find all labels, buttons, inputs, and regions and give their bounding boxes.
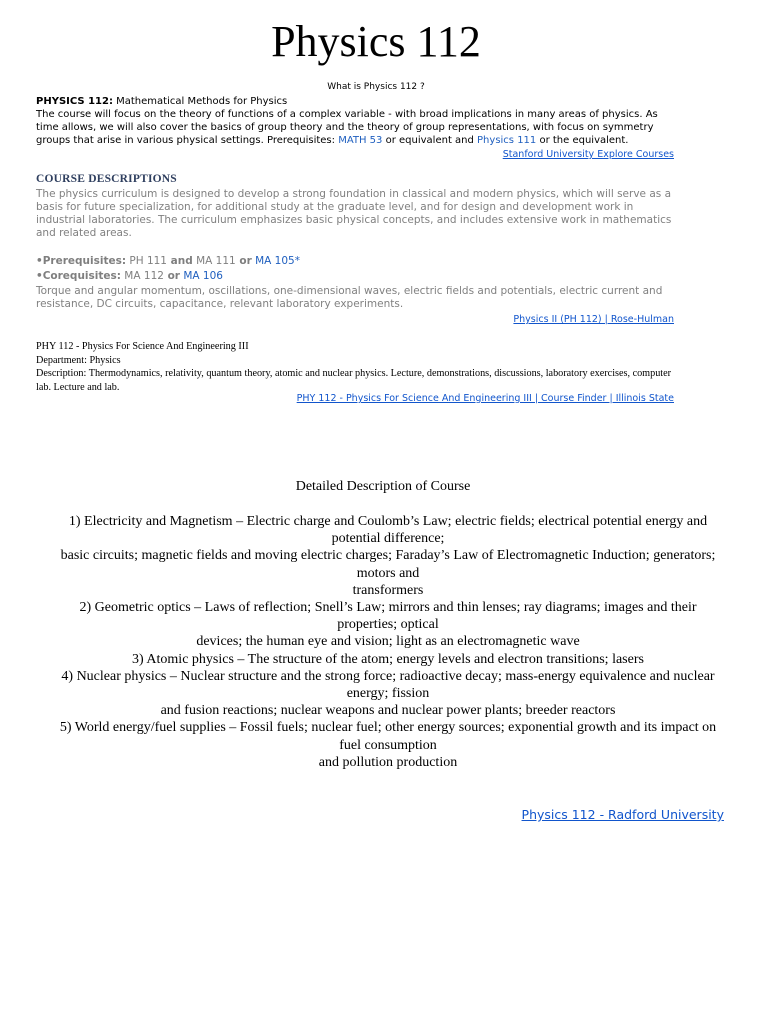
stanford-source-container xyxy=(36,149,674,160)
ma105-link[interactable]: MA 105* xyxy=(251,255,300,267)
coreq-or: or xyxy=(163,270,180,282)
course-descriptions-heading: COURSE DESCRIPTIONS xyxy=(36,173,177,185)
illinois-description: Description: Thermodynamics, relativity, quantum theory, atomic and nuclear physics. Lecture, demonstrations, discussions, laboratory exercises, computer lab. Lecture and lab. xyxy=(36,368,672,393)
illinois-source-link[interactable]: PHY 112 - Physics For Science And Engineering III | Course Finder | Illinois State xyxy=(296,393,674,404)
stanford-description xyxy=(36,95,676,147)
illinois-course-block xyxy=(36,340,676,394)
prereq-ph111: PH 111 xyxy=(126,255,167,267)
prerequisites-line xyxy=(36,255,300,267)
detailed-description-heading: Detailed Description of Course xyxy=(295,479,471,494)
ma106-link[interactable]: MA 106 xyxy=(180,270,223,282)
topic-line: 2) Geometric optics – Laws of reflection; Snell’s Law; mirrors and thin lenses; ray diagrams; images and their properties; optical xyxy=(79,600,697,633)
rose-hulman-source-container xyxy=(36,314,674,325)
math53-link[interactable]: MATH 53 xyxy=(338,135,383,146)
course-code-label: PHYSICS 112: xyxy=(36,96,113,107)
between-text: or equivalent and xyxy=(382,135,478,146)
topic-line: transformers xyxy=(352,582,424,598)
topic-line: 3) Atomic physics – The structure of the atom; energy levels and electron transitions; lasers xyxy=(132,651,644,667)
radford-source-container xyxy=(36,807,724,822)
prereq-ma111: MA 111 xyxy=(192,255,236,267)
rose-hulman-course-description: Torque and angular momentum, oscillations, one-dimensional waves, electric fields and potentials, electric current and resistance, DC circuits, capacitance, relevant laboratory experiments. xyxy=(36,285,663,310)
topic-line: 5) World energy/fuel supplies – Fossil fuels; nuclear fuel; other energy sources; exponential growth and its impact on fuel consumption xyxy=(59,720,717,753)
topic-line: 4) Nuclear physics – Nuclear structure and the strong force; radioactive decay; mass-energy equivalence and nuclear energy; fission xyxy=(61,668,715,702)
illinois-course-title: PHY 112 - Physics For Science And Engineering III xyxy=(36,341,249,352)
stanford-description-text: The course will focus on the theory of functions of a complex variable - with broad implications in many areas of physics. As time allows, we will also cover the basics of group theory and the theory of group representations, with focus on symmetry groups that arise in various physical settings. Prerequisites: xyxy=(36,109,658,146)
rose-hulman-source-link[interactable]: Physics II (PH 112) | Rose-Hulman xyxy=(513,314,674,325)
end-text: or the equivalent. xyxy=(536,135,629,146)
corequisites-label: •Corequisites: xyxy=(36,270,121,282)
physics111-link[interactable]: Physics 111 xyxy=(477,135,537,146)
stanford-source-link[interactable]: Stanford University Explore Courses xyxy=(502,149,674,160)
coreq-ma112: MA 112 xyxy=(120,270,164,282)
topic-line: and fusion reactions; nuclear weapons and nuclear power plants; breeder reactors xyxy=(160,703,616,719)
topic-line: basic circuits; magnetic fields and moving electric charges; Faraday’s Law of Electromagnetic Induction; generators; motors and xyxy=(60,548,716,581)
curriculum-description: The physics curriculum is designed to develop a strong foundation in classical and modern physics, which will serve as a basis for future specialization, for additional study at the graduate level, and for design and development work in industrial laboratories. The curriculum emphasizes basic physical concepts, and includes extensive work in mathematics and related areas. xyxy=(36,188,672,239)
question-text: What is Physics 112 ? xyxy=(327,82,425,92)
illinois-department: Department: Physics xyxy=(36,354,121,366)
prerequisites-label: •Prerequisites: xyxy=(36,255,127,267)
illinois-source-container xyxy=(36,393,674,404)
topics-list xyxy=(56,513,720,771)
page-title: Physics 112 xyxy=(271,17,481,66)
radford-source-link[interactable]: Physics 112 - Radford University xyxy=(521,807,724,822)
topic-line: devices; the human eye and vision; light as an electromagnetic wave xyxy=(196,634,580,650)
topic-line: 1) Electricity and Magnetism – Electric charge and Coulomb’s Law; electric fields; electrical potential energy and potential difference; xyxy=(68,514,708,547)
course-name: Mathematical Methods for Physics xyxy=(112,96,288,107)
topic-line: and pollution production xyxy=(318,754,458,770)
corequisites-line xyxy=(36,270,223,282)
prereq-and: and xyxy=(167,255,193,267)
prereq-or: or xyxy=(235,255,252,267)
